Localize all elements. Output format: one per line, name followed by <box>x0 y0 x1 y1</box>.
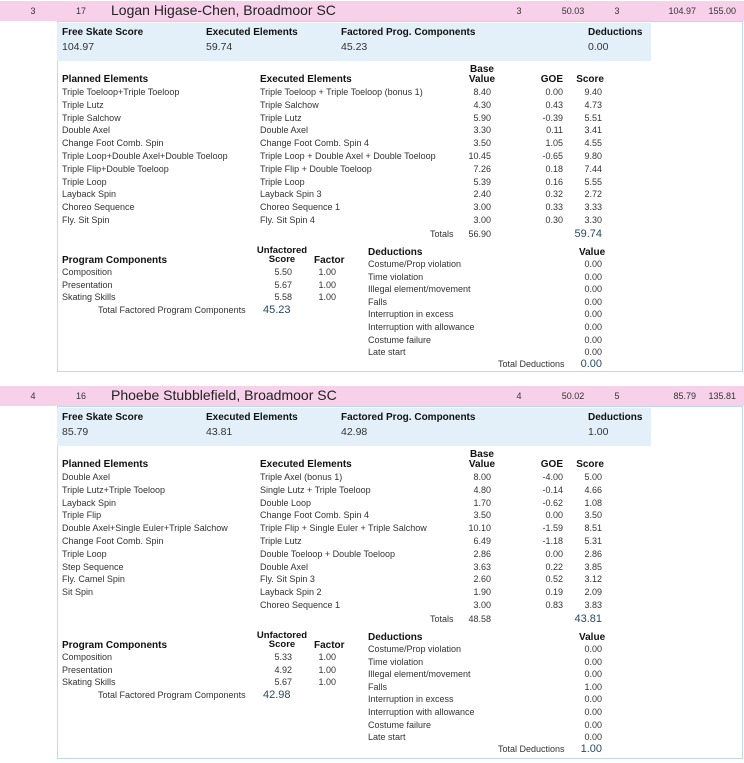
deductions-value-header: Value <box>579 632 606 643</box>
deduction-name: Illegal element/movement <box>368 284 471 295</box>
executed-element: Single Lutz + Triple Toeloop <box>260 484 371 495</box>
component-score: 5.58 <box>274 292 292 303</box>
planned-element: Double Axel <box>62 472 111 482</box>
total-factored-components-value: 45.23 <box>263 304 291 316</box>
short-program-rank: 4 <box>516 391 522 401</box>
total-score: 135.81 <box>708 391 736 401</box>
totals-label: Totals <box>430 613 454 624</box>
unfactored-header-2: Score <box>268 254 296 265</box>
deductions-value-header: Value <box>579 247 606 258</box>
element-base-value: 4.30 <box>473 99 491 110</box>
deductions-label: Deductions <box>588 412 643 423</box>
skater-name: Logan Higase-Chen, Broadmoor SC <box>111 2 336 18</box>
executed-element: Triple Lutz <box>260 112 302 123</box>
element-goe: -0.62 <box>542 497 563 508</box>
deduction-name: Time violation <box>368 271 424 282</box>
score-header: Score <box>576 459 604 470</box>
deductions-header: Deductions <box>368 247 423 258</box>
element-base-value: 10.45 <box>468 151 491 161</box>
element-goe: 0.83 <box>545 600 563 610</box>
executed-elements-value: 43.81 <box>206 426 233 438</box>
executed-element: Triple Lutz <box>260 536 302 546</box>
deductions-value: 0.00 <box>588 41 609 53</box>
total-factored-components-label: Total Factored Program Components <box>98 690 246 700</box>
element-score: 2.09 <box>584 587 602 598</box>
executed-element: Fly. Sit Spin 3 <box>260 574 315 585</box>
deduction-value: 0.00 <box>584 719 602 730</box>
component-name: Composition <box>62 652 113 662</box>
free-skate-score-value: 85.79 <box>62 426 89 438</box>
executed-element: Double Axel <box>260 125 309 136</box>
element-goe: -1.18 <box>542 536 563 546</box>
element-score: 3.30 <box>584 215 602 225</box>
skater-name: Phoebe Stubblefield, Broadmoor SC <box>111 387 337 403</box>
unfactored-header-1: Unfactored <box>256 630 308 641</box>
executed-element: Double Axel <box>260 561 309 572</box>
deduction-value: 0.00 <box>584 334 602 345</box>
total-deductions-label: Total Deductions <box>498 744 565 754</box>
element-goe: -0.39 <box>542 112 563 123</box>
deduction-value: 0.00 <box>584 644 602 654</box>
executed-element: Change Foot Comb. Spin 4 <box>260 138 370 149</box>
element-score: 9.80 <box>584 151 602 161</box>
component-score: 5.50 <box>274 267 292 277</box>
deduction-name: Interruption with allowance <box>368 322 475 332</box>
element-goe: 0.22 <box>545 561 563 572</box>
executed-element: Triple Flip + Double Toeloop <box>260 163 372 174</box>
start-number: 17 <box>75 6 86 16</box>
base-value-header-2: Value <box>468 74 496 85</box>
deduction-value: 0.00 <box>584 284 602 295</box>
planned-element: Triple Flip+Double Toeloop <box>62 163 169 174</box>
element-base-value: 3.50 <box>473 510 491 521</box>
planned-element: Layback Spin <box>62 497 117 508</box>
element-goe: 0.00 <box>545 548 563 559</box>
deduction-name: Interruption with allowance <box>368 707 475 717</box>
element-score: 5.55 <box>584 176 602 187</box>
free-skate-score: 104.97 <box>668 6 696 16</box>
element-goe: 0.00 <box>545 510 563 521</box>
unfactored-header-1: Unfactored <box>256 245 308 256</box>
base-value-header-1: Base <box>470 64 494 75</box>
element-goe: 0.19 <box>545 587 563 598</box>
planned-element: Step Sequence <box>62 561 124 572</box>
deduction-name: Costume failure <box>368 334 432 345</box>
component-factor: 1.00 <box>318 664 336 675</box>
executed-element: Change Foot Comb. Spin 4 <box>260 510 370 521</box>
planned-element: Fly. Camel Spin <box>62 574 125 585</box>
deduction-value: 0.00 <box>584 296 602 307</box>
executed-element: Triple Flip + Single Euler + Triple Salchow <box>260 523 427 534</box>
executed-element: Double Toeloop + Double Toeloop <box>260 548 396 559</box>
total-factored-components-label: Total Factored Program Components <box>98 305 246 315</box>
deduction-value: 1.00 <box>584 681 602 692</box>
score-summary <box>57 408 651 446</box>
total-deductions-value: 1.00 <box>580 743 602 755</box>
element-score: 1.08 <box>584 497 602 508</box>
executed-element: Fly. Sit Spin 4 <box>260 215 315 225</box>
deduction-value: 0.00 <box>584 707 602 717</box>
component-name: Composition <box>62 267 113 277</box>
planned-elements-header: Planned Elements <box>62 74 149 85</box>
component-score: 5.67 <box>274 279 292 290</box>
planned-element: Triple Loop <box>62 176 107 187</box>
deduction-name: Illegal element/movement <box>368 669 471 680</box>
deduction-value: 0.00 <box>584 656 602 667</box>
component-factor: 1.00 <box>318 677 336 688</box>
deduction-value: 0.00 <box>584 271 602 282</box>
element-score: 2.72 <box>584 189 602 200</box>
element-goe: 0.52 <box>545 574 563 585</box>
planned-element: Change Foot Comb. Spin <box>62 138 164 149</box>
totals-label: Totals <box>430 228 454 239</box>
deduction-name: Late start <box>368 732 406 743</box>
element-goe: 0.33 <box>545 202 563 213</box>
element-base-value: 8.40 <box>473 87 491 97</box>
element-goe: -0.65 <box>542 151 563 161</box>
free-skate-score: 85.79 <box>673 391 696 401</box>
planned-element: Fly. Sit Spin <box>62 215 110 225</box>
element-goe: -4.00 <box>542 472 563 482</box>
planned-element: Choreo Sequence <box>62 202 135 213</box>
element-score: 3.41 <box>584 125 602 136</box>
element-base-value: 1.90 <box>473 587 491 598</box>
rank: 3 <box>30 6 36 16</box>
element-goe: 0.16 <box>545 176 563 187</box>
executed-element: Triple Axel (bonus 1) <box>260 472 343 482</box>
element-score: 5.31 <box>584 536 602 546</box>
factored-components-value: 45.23 <box>341 41 368 53</box>
element-goe: 0.18 <box>545 163 563 174</box>
executed-element: Triple Loop + Double Axel + Double Toeloop <box>260 151 436 161</box>
element-base-value: 10.10 <box>468 523 491 534</box>
element-base-value: 7.26 <box>473 163 491 174</box>
free-skate-score-value: 104.97 <box>62 41 95 53</box>
short-program-score: 50.02 <box>561 391 585 401</box>
short-program-score: 50.03 <box>561 6 585 16</box>
component-name: Skating Skills <box>62 292 116 303</box>
free-skate-rank: 5 <box>614 391 620 401</box>
element-score: 4.66 <box>584 484 602 495</box>
element-base-value: 5.90 <box>473 112 491 123</box>
executed-elements-label: Executed Elements <box>206 27 298 38</box>
skater-header <box>0 386 744 406</box>
component-score: 4.92 <box>274 664 292 675</box>
planned-element: Triple Lutz+Triple Toeloop <box>62 484 165 495</box>
rank: 4 <box>30 391 36 401</box>
deduction-value: 0.00 <box>584 259 602 269</box>
element-score: 3.12 <box>584 574 602 585</box>
planned-element: Triple Loop+Double Axel+Double Toeloop <box>62 151 228 161</box>
base-value-header-2: Value <box>468 459 496 470</box>
factor-header: Factor <box>314 255 345 266</box>
planned-element: Triple Flip <box>62 510 102 521</box>
element-score: 4.55 <box>584 138 602 149</box>
planned-element: Change Foot Comb. Spin <box>62 536 164 546</box>
program-components-header: Program Components <box>62 255 168 266</box>
executed-elements-header: Executed Elements <box>260 459 352 470</box>
executed-elements-header: Executed Elements <box>260 74 352 85</box>
unfactored-header-2: Score <box>268 639 296 650</box>
planned-element: Triple Loop <box>62 548 107 559</box>
planned-element: Double Axel <box>62 125 111 136</box>
element-base-value: 2.60 <box>473 574 491 585</box>
deduction-name: Costume failure <box>368 719 432 730</box>
component-score: 5.67 <box>274 677 292 688</box>
element-base-value: 3.00 <box>473 600 491 610</box>
deductions-label: Deductions <box>588 27 643 38</box>
deduction-value: 0.00 <box>584 309 602 320</box>
element-goe: 0.00 <box>545 87 563 97</box>
planned-element: Sit Spin <box>62 587 94 598</box>
element-base-value: 2.86 <box>473 548 491 559</box>
factored-components-value: 42.98 <box>341 426 368 438</box>
totals-base-value: 48.58 <box>468 613 491 624</box>
deduction-name: Late start <box>368 347 406 358</box>
element-goe: 1.05 <box>545 138 563 149</box>
start-number: 16 <box>75 391 86 401</box>
totals-score: 43.81 <box>574 612 602 625</box>
component-score: 5.33 <box>274 652 292 662</box>
element-score: 9.40 <box>584 87 602 97</box>
deduction-name: Falls <box>368 681 388 692</box>
element-base-value: 5.39 <box>473 176 491 187</box>
element-score: 5.00 <box>584 472 602 482</box>
totals-base-value: 56.90 <box>468 228 491 239</box>
element-base-value: 3.00 <box>473 202 491 213</box>
free-skate-rank: 3 <box>614 6 620 16</box>
planned-element: Triple Toeloop+Triple Toeloop <box>62 87 180 97</box>
executed-elements-label: Executed Elements <box>206 412 298 423</box>
free-skate-score-label: Free Skate Score <box>62 27 144 38</box>
executed-elements-value: 59.74 <box>206 41 233 53</box>
component-factor: 1.00 <box>318 267 336 277</box>
planned-element: Triple Lutz <box>62 99 104 110</box>
total-factored-components-value: 42.98 <box>263 689 291 701</box>
element-goe: 0.43 <box>545 99 563 110</box>
score-summary <box>57 23 651 61</box>
element-score: 3.85 <box>584 561 602 572</box>
deduction-name: Interruption in excess <box>368 694 454 705</box>
deductions-value: 1.00 <box>588 426 609 438</box>
element-base-value: 3.00 <box>473 215 491 225</box>
element-goe: 0.32 <box>545 189 563 200</box>
element-base-value: 6.49 <box>473 536 491 546</box>
total-score: 155.00 <box>708 6 736 16</box>
score-header: Score <box>576 74 604 85</box>
deduction-name: Interruption in excess <box>368 309 454 320</box>
factored-components-label: Factored Prog. Components <box>341 27 476 38</box>
element-score: 3.50 <box>584 510 602 521</box>
component-factor: 1.00 <box>318 292 336 303</box>
component-name: Presentation <box>62 279 113 290</box>
total-deductions-label: Total Deductions <box>498 359 565 369</box>
element-goe: 0.11 <box>546 125 563 136</box>
element-score: 8.51 <box>584 523 602 534</box>
planned-element: Triple Salchow <box>62 112 121 123</box>
element-base-value: 1.70 <box>473 497 491 508</box>
executed-element: Layback Spin 2 <box>260 587 322 598</box>
element-score: 7.44 <box>584 163 602 174</box>
deduction-name: Costume/Prop violation <box>368 259 462 269</box>
element-score: 5.51 <box>584 112 602 123</box>
element-base-value: 8.00 <box>473 472 491 482</box>
deduction-name: Time violation <box>368 656 424 667</box>
free-skate-score-label: Free Skate Score <box>62 412 144 423</box>
goe-header: GOE <box>540 74 563 85</box>
deduction-value: 0.00 <box>584 347 602 358</box>
component-name: Skating Skills <box>62 677 116 688</box>
element-goe: -1.59 <box>542 523 563 534</box>
goe-header: GOE <box>540 459 563 470</box>
skater-header <box>0 1 744 21</box>
executed-element: Triple Salchow <box>260 99 319 110</box>
deduction-name: Falls <box>368 296 388 307</box>
deduction-name: Costume/Prop violation <box>368 644 462 654</box>
deduction-value: 0.00 <box>584 322 602 332</box>
component-factor: 1.00 <box>318 652 336 662</box>
element-base-value: 3.30 <box>473 125 491 136</box>
component-factor: 1.00 <box>318 279 336 290</box>
planned-element: Layback Spin <box>62 189 117 200</box>
total-deductions-value: 0.00 <box>580 358 602 370</box>
element-base-value: 2.40 <box>473 189 491 200</box>
deduction-value: 0.00 <box>584 732 602 743</box>
planned-elements-header: Planned Elements <box>62 459 149 470</box>
element-score: 3.83 <box>584 600 602 610</box>
planned-element: Double Axel+Single Euler+Triple Salchow <box>62 523 228 534</box>
component-name: Presentation <box>62 664 113 675</box>
element-score: 4.73 <box>584 99 602 110</box>
short-program-rank: 3 <box>516 6 522 16</box>
element-base-value: 3.50 <box>473 138 491 149</box>
executed-element: Triple Toeloop + Triple Toeloop (bonus 1) <box>260 87 423 97</box>
factor-header: Factor <box>314 640 345 651</box>
deductions-header: Deductions <box>368 632 423 643</box>
totals-score: 59.74 <box>574 227 602 240</box>
deduction-value: 0.00 <box>584 694 602 705</box>
element-score: 2.86 <box>584 548 602 559</box>
executed-element: Triple Loop <box>260 176 305 187</box>
element-goe: 0.30 <box>545 215 563 225</box>
executed-element: Choreo Sequence 1 <box>260 202 341 213</box>
deduction-value: 0.00 <box>584 669 602 680</box>
element-base-value: 3.63 <box>473 561 491 572</box>
base-value-header-1: Base <box>470 449 494 460</box>
executed-element: Choreo Sequence 1 <box>260 600 341 610</box>
executed-element: Layback Spin 3 <box>260 189 322 200</box>
program-components-header: Program Components <box>62 640 168 651</box>
element-goe: -0.14 <box>542 484 563 495</box>
executed-element: Double Loop <box>260 497 312 508</box>
factored-components-label: Factored Prog. Components <box>341 412 476 423</box>
element-score: 3.33 <box>584 202 602 213</box>
element-base-value: 4.80 <box>473 484 491 495</box>
